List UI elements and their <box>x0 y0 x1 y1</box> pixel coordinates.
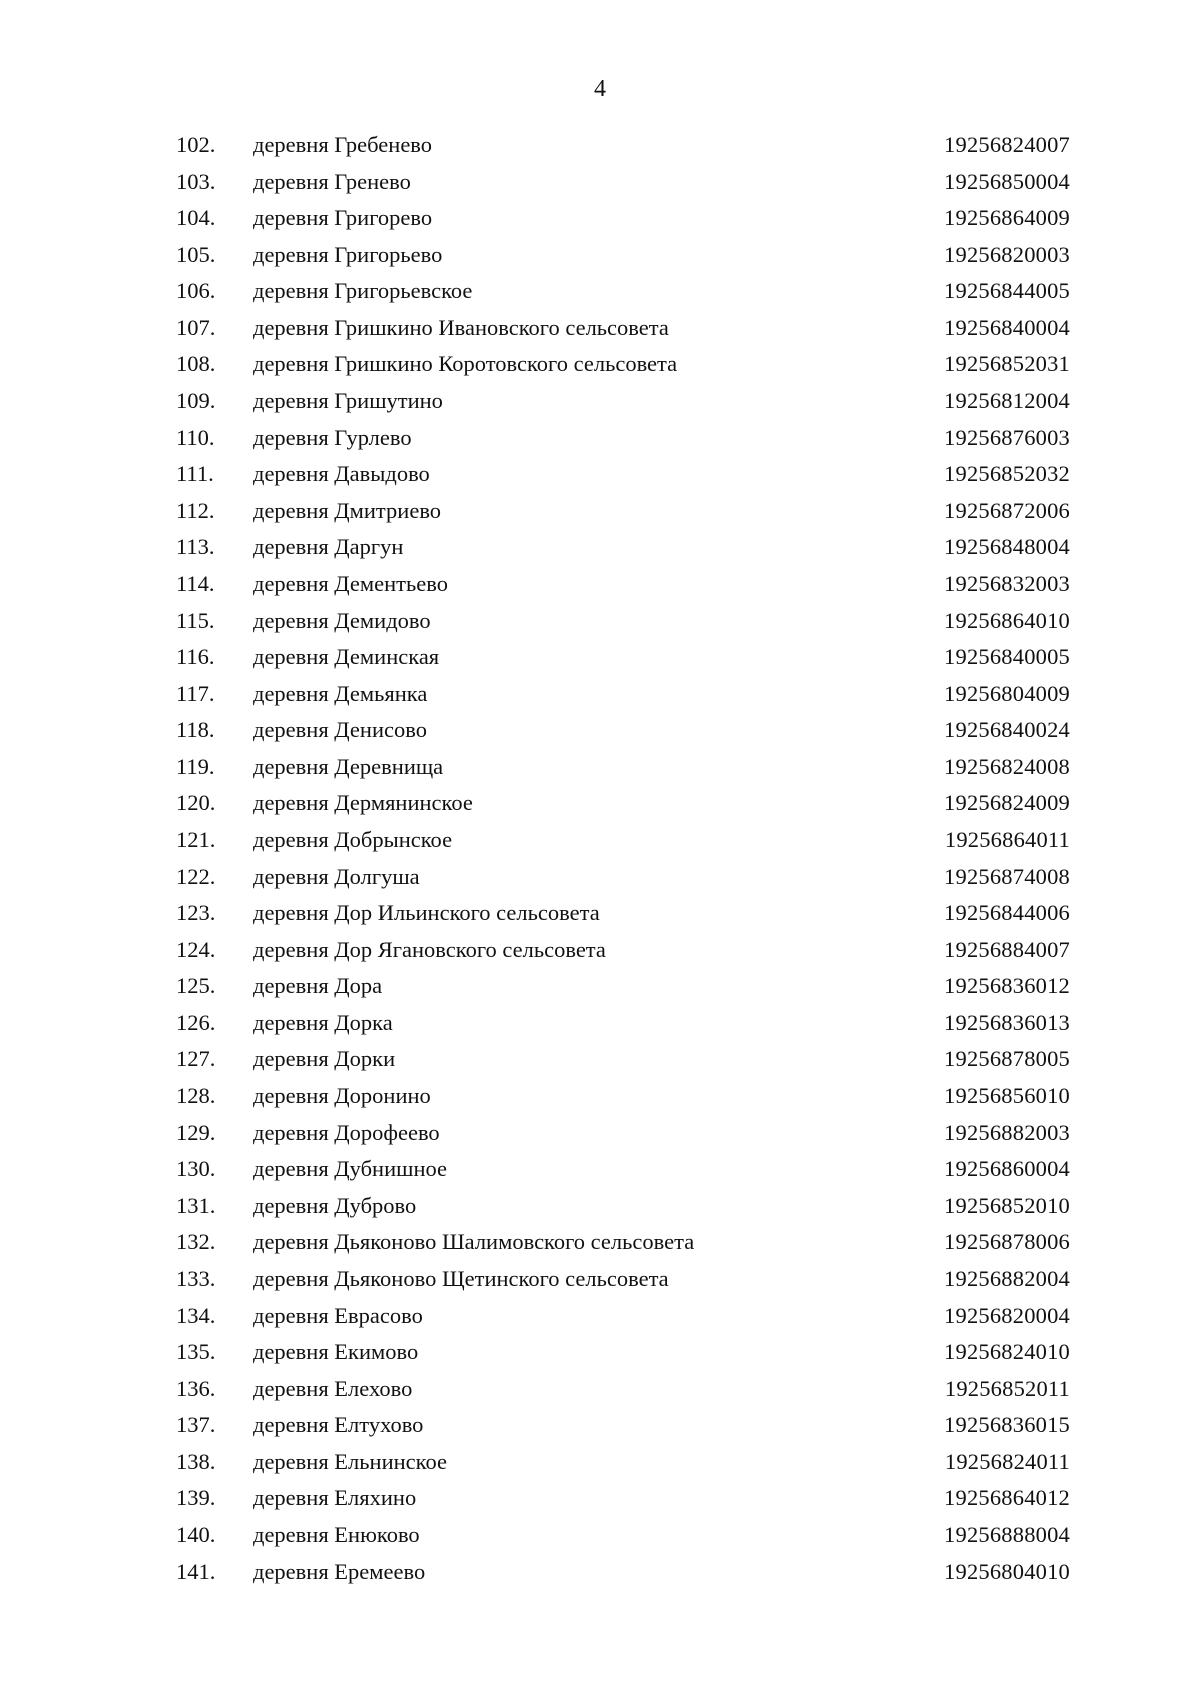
list-item <box>0 273 1200 310</box>
list-item <box>0 1005 1200 1042</box>
list-item <box>0 529 1200 566</box>
oktmo-code: 19256876003 <box>944 424 1070 450</box>
settlement-name: деревня Даргун <box>253 534 404 560</box>
settlement-name: деревня Дор Ильинского сельсовета <box>253 900 600 926</box>
settlement-name: деревня Демьянка <box>253 680 428 706</box>
item-number: 119. <box>176 753 215 779</box>
settlement-name: деревня Еляхино <box>253 1485 417 1511</box>
list-item <box>0 749 1200 786</box>
list-item <box>0 712 1200 749</box>
settlement-name: деревня Елтухово <box>253 1412 424 1438</box>
item-number: 139. <box>176 1485 216 1511</box>
settlement-name: деревня Екимово <box>253 1339 419 1365</box>
oktmo-code: 19256864010 <box>944 607 1070 633</box>
list-item <box>0 1480 1200 1517</box>
item-number: 112. <box>176 497 215 523</box>
list-item <box>0 1407 1200 1444</box>
item-number: 127. <box>176 1046 216 1072</box>
list-item <box>0 164 1200 201</box>
oktmo-code: 19256864011 <box>944 826 1070 852</box>
settlement-name: деревня Дора <box>253 973 383 999</box>
list-item <box>0 456 1200 493</box>
item-number: 133. <box>176 1265 216 1291</box>
oktmo-code: 19256852032 <box>944 461 1070 487</box>
settlement-name: деревня Гренево <box>253 168 411 194</box>
settlement-name: деревня Гребенево <box>253 132 433 157</box>
oktmo-code: 19256884007 <box>944 936 1070 962</box>
settlement-name: деревня Гришкино Ивановского сельсовета <box>253 314 669 340</box>
item-number: 134. <box>176 1302 216 1328</box>
oktmo-code: 19256874008 <box>944 863 1070 889</box>
item-number: 111. <box>176 461 214 487</box>
oktmo-code: 19256852031 <box>944 351 1070 377</box>
item-number: 104. <box>176 205 216 231</box>
oktmo-code: 19256864009 <box>944 205 1070 231</box>
oktmo-code: 19256878006 <box>944 1229 1070 1255</box>
oktmo-code: 19256840005 <box>944 644 1070 670</box>
item-number: 123. <box>176 900 216 926</box>
oktmo-code: 19256804009 <box>944 680 1070 706</box>
oktmo-code: 19256836013 <box>944 1009 1070 1035</box>
list-item <box>0 237 1200 274</box>
oktmo-code: 19256856010 <box>944 1083 1070 1109</box>
settlement-name: деревня Доронино <box>253 1083 431 1109</box>
item-number: 116. <box>176 644 215 670</box>
item-number: 117. <box>176 680 215 706</box>
settlement-name: деревня Деревнища <box>253 753 444 779</box>
item-number: 132. <box>176 1229 216 1255</box>
oktmo-code: 19256824010 <box>944 1339 1070 1365</box>
settlement-name: деревня Енюково <box>253 1521 420 1547</box>
oktmo-code: 19256850004 <box>944 168 1070 194</box>
list-item <box>0 310 1200 347</box>
settlement-name: деревня Григорьевское <box>253 278 473 304</box>
list-item <box>0 1188 1200 1225</box>
settlement-name: деревня Гурлево <box>253 424 412 450</box>
settlement-name: деревня Давыдово <box>253 461 430 487</box>
oktmo-code: 19256836015 <box>944 1412 1070 1438</box>
item-number: 113. <box>176 534 215 560</box>
oktmo-code: 19256888004 <box>944 1521 1070 1547</box>
settlement-name: деревня Дьяконово Щетинского сельсовета <box>253 1265 669 1291</box>
item-number: 141. <box>176 1558 216 1584</box>
oktmo-code: 19256872006 <box>944 497 1070 523</box>
item-number: 126. <box>176 1009 216 1035</box>
list-item <box>0 859 1200 896</box>
oktmo-code: 19256836012 <box>944 973 1070 999</box>
settlement-name: деревня Дермянинское <box>253 790 473 816</box>
list-item <box>0 493 1200 530</box>
oktmo-code: 19256844006 <box>944 900 1070 926</box>
settlement-name: деревня Дорофеево <box>253 1119 440 1145</box>
oktmo-code: 19256848004 <box>944 534 1070 560</box>
oktmo-code: 19256882004 <box>944 1265 1070 1291</box>
settlement-name: деревня Денисово <box>253 717 427 743</box>
item-number: 140. <box>176 1521 216 1547</box>
item-number: 124. <box>176 936 216 962</box>
item-number: 125. <box>176 973 216 999</box>
list-item <box>0 1041 1200 1078</box>
oktmo-code: 19256860004 <box>944 1156 1070 1182</box>
page-number: 4 <box>594 76 606 102</box>
oktmo-code: 19256820004 <box>944 1302 1070 1328</box>
settlement-name: деревня Дмитриево <box>253 497 442 523</box>
settlement-name: деревня Дубнишное <box>253 1156 448 1182</box>
list-item <box>0 676 1200 713</box>
list-item <box>0 200 1200 237</box>
list-item <box>0 1115 1200 1152</box>
list-item <box>0 785 1200 822</box>
settlement-name: деревня Гришкино Коротовского сельсовета <box>253 351 678 377</box>
list-item <box>0 968 1200 1005</box>
oktmo-code: 19256852011 <box>944 1375 1070 1401</box>
settlement-name: деревня Добрынское <box>253 826 453 852</box>
item-number: 120. <box>176 790 216 816</box>
item-number: 108. <box>176 351 216 377</box>
list-item <box>0 1444 1200 1481</box>
list-item <box>0 639 1200 676</box>
item-number: 128. <box>176 1083 216 1109</box>
settlement-name: деревня Еремеево <box>253 1558 426 1584</box>
oktmo-code: 19256852010 <box>944 1192 1070 1218</box>
oktmo-code: 19256824007 <box>944 132 1070 157</box>
oktmo-code: 19256882003 <box>944 1119 1070 1145</box>
item-number: 118. <box>176 717 215 743</box>
settlement-name: деревня Гришутино <box>253 388 443 414</box>
settlement-name: деревня Дементьево <box>253 570 448 596</box>
oktmo-code: 19256832003 <box>944 570 1070 596</box>
list-item <box>0 1261 1200 1298</box>
list-item <box>0 566 1200 603</box>
list-item <box>0 1151 1200 1188</box>
oktmo-code: 19256824008 <box>944 753 1070 779</box>
item-number: 115. <box>176 607 215 633</box>
list-item <box>0 1371 1200 1408</box>
item-number: 105. <box>176 241 216 267</box>
oktmo-code: 19256820003 <box>944 241 1070 267</box>
list-item <box>0 420 1200 457</box>
settlement-name: деревня Григорьево <box>253 241 443 267</box>
item-number: 110. <box>176 424 215 450</box>
settlement-list <box>0 127 1200 1590</box>
item-number: 137. <box>176 1412 216 1438</box>
item-number: 135. <box>176 1339 216 1365</box>
oktmo-code: 19256824009 <box>944 790 1070 816</box>
settlement-name: деревня Дуброво <box>253 1192 417 1218</box>
settlement-name: деревня Дор Ягановского сельсовета <box>253 936 606 962</box>
list-item <box>0 932 1200 969</box>
settlement-name: деревня Ельнинское <box>253 1448 447 1474</box>
item-number: 138. <box>176 1448 216 1474</box>
settlement-name: деревня Григорево <box>253 205 433 231</box>
list-item <box>0 1517 1200 1554</box>
list-item <box>0 346 1200 383</box>
settlement-name: деревня Елехово <box>253 1375 413 1401</box>
item-number: 136. <box>176 1375 216 1401</box>
item-number: 114. <box>176 570 215 596</box>
item-number: 131. <box>176 1192 216 1218</box>
item-number: 129. <box>176 1119 216 1145</box>
oktmo-code: 19256824011 <box>944 1448 1070 1474</box>
settlement-name: деревня Демидово <box>253 607 431 633</box>
list-item <box>0 603 1200 640</box>
item-number: 130. <box>176 1156 216 1182</box>
oktmo-code: 19256804010 <box>944 1558 1070 1584</box>
oktmo-code: 19256840024 <box>944 717 1070 743</box>
item-number: 121. <box>176 826 216 852</box>
item-number: 122. <box>176 863 216 889</box>
list-item <box>0 1298 1200 1335</box>
list-item <box>0 1078 1200 1115</box>
oktmo-code: 19256878005 <box>944 1046 1070 1072</box>
list-item <box>0 895 1200 932</box>
item-number: 106. <box>176 278 216 304</box>
list-item <box>0 1224 1200 1261</box>
item-number: 109. <box>176 388 216 414</box>
settlement-name: деревня Долгуша <box>253 863 420 889</box>
oktmo-code: 19256840004 <box>944 314 1070 340</box>
item-number: 103. <box>176 168 216 194</box>
list-item <box>0 822 1200 859</box>
list-item <box>0 127 1200 164</box>
settlement-name: деревня Еврасово <box>253 1302 423 1328</box>
settlement-name: деревня Дорка <box>253 1009 393 1035</box>
list-item <box>0 383 1200 420</box>
oktmo-code: 19256864012 <box>944 1485 1070 1511</box>
settlement-name: деревня Деминская <box>253 644 440 670</box>
settlement-name: деревня Дьяконово Шалимовского сельсовета <box>253 1229 695 1255</box>
oktmo-code: 19256812004 <box>944 388 1070 414</box>
item-number: 102. <box>176 132 216 157</box>
item-number: 107. <box>176 314 216 340</box>
settlement-name: деревня Дорки <box>253 1046 396 1072</box>
list-item <box>0 1554 1200 1591</box>
list-item <box>0 1334 1200 1371</box>
oktmo-code: 19256844005 <box>944 278 1070 304</box>
